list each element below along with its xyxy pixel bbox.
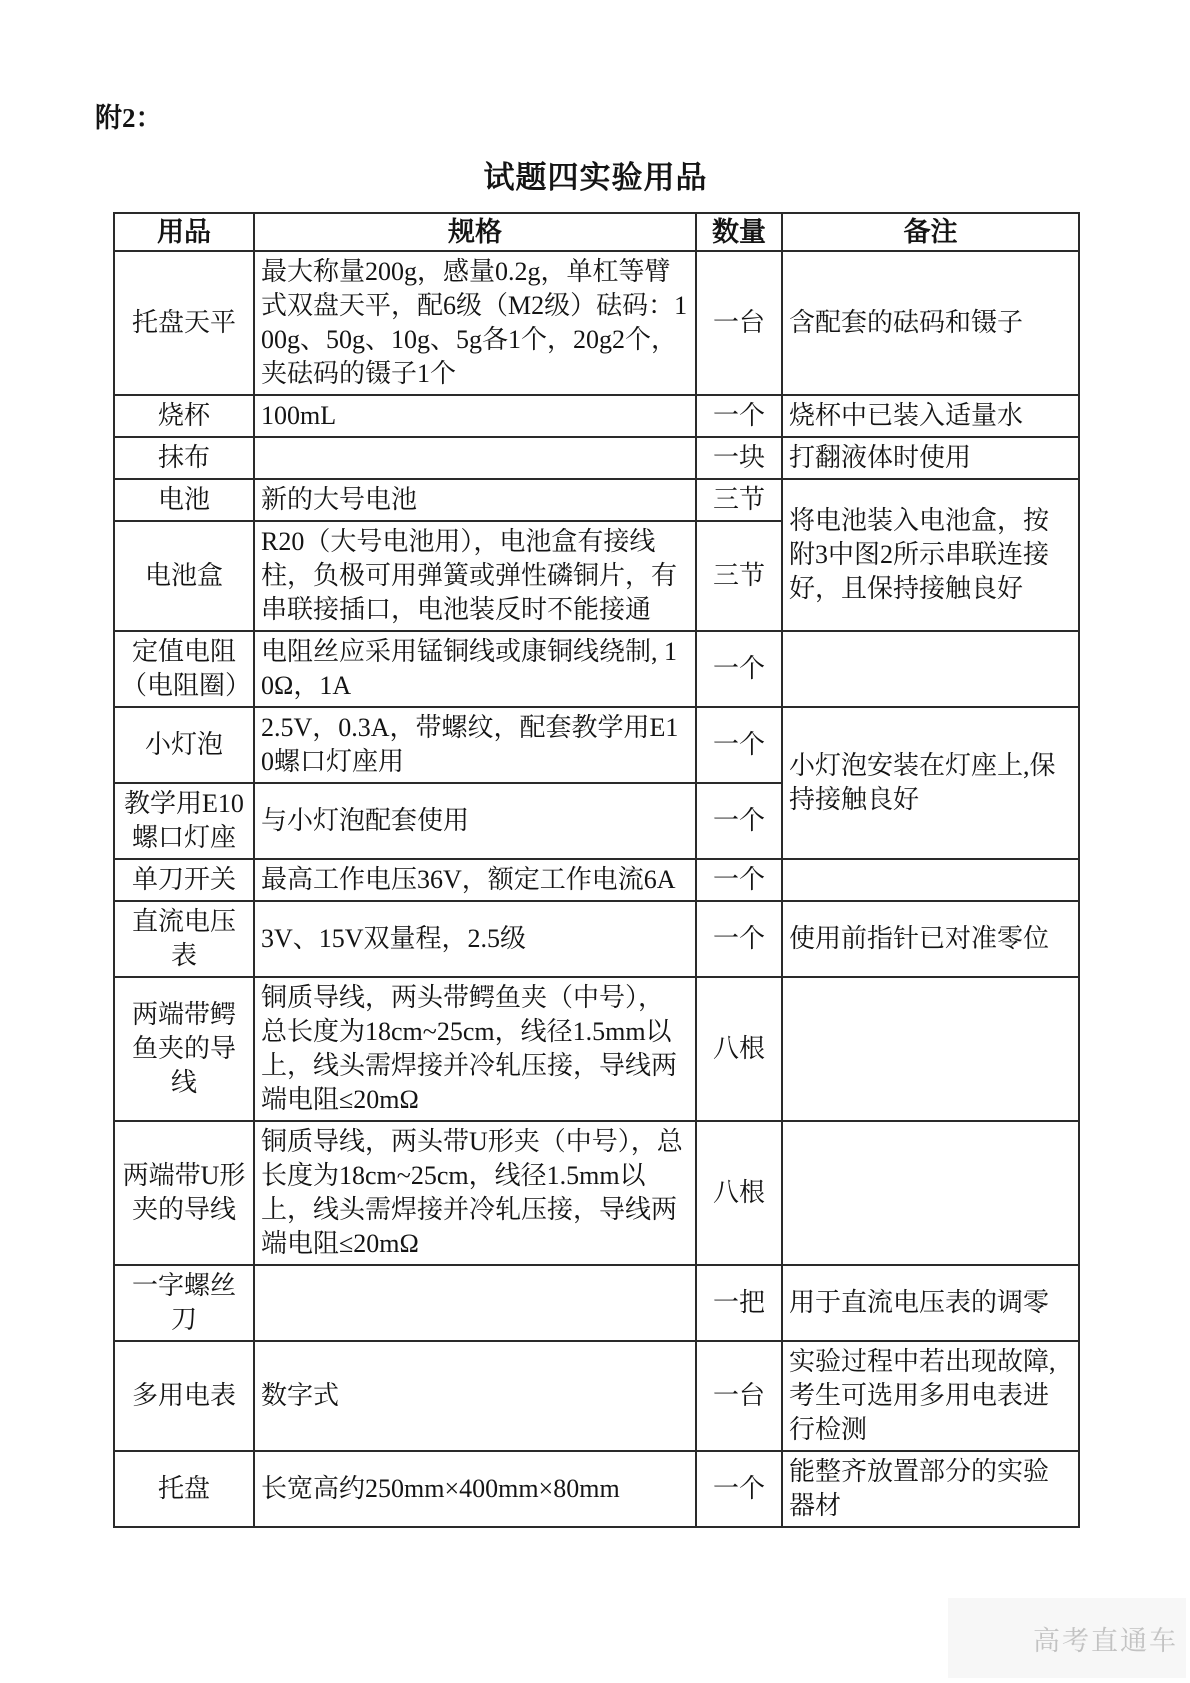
column-header-note: 备注 bbox=[782, 213, 1079, 251]
cell-qty: 三节 bbox=[696, 479, 782, 521]
cell-item: 两端带U形夹的导线 bbox=[114, 1121, 254, 1265]
cell-qty: 一块 bbox=[696, 437, 782, 479]
supplies-table bbox=[113, 212, 1080, 1528]
column-header-item: 用品 bbox=[114, 213, 254, 251]
cell-item: 抹布 bbox=[114, 437, 254, 479]
cell-spec: 电阻丝应采用锰铜线或康铜线绕制, 10Ω，1A bbox=[254, 631, 696, 707]
cell-item: 托盘 bbox=[114, 1451, 254, 1527]
table-row bbox=[114, 631, 1079, 707]
cell-qty: 八根 bbox=[696, 977, 782, 1121]
cell-item: 定值电阻（电阻圈） bbox=[114, 631, 254, 707]
cell-qty: 一把 bbox=[696, 1265, 782, 1341]
cell-qty: 一个 bbox=[696, 631, 782, 707]
column-header-spec: 规格 bbox=[254, 213, 696, 251]
cell-item: 烧杯 bbox=[114, 395, 254, 437]
cell-spec: 长宽高约250mm×400mm×80mm bbox=[254, 1451, 696, 1527]
cell-qty: 三节 bbox=[696, 521, 782, 631]
cell-note: 烧杯中已装入适量水 bbox=[782, 395, 1079, 437]
cell-qty: 一台 bbox=[696, 251, 782, 395]
table-row bbox=[114, 437, 1079, 479]
table-row bbox=[114, 479, 1079, 521]
watermark: 高考直通车 bbox=[1033, 1625, 1178, 1656]
cell-note: 将电池装入电池盒，按附3中图2所示串联连接好，且保持接触良好 bbox=[782, 479, 1079, 631]
table-row bbox=[114, 1341, 1079, 1451]
cell-note: 打翻液体时使用 bbox=[782, 437, 1079, 479]
cell-item: 电池盒 bbox=[114, 521, 254, 631]
cell-qty: 一个 bbox=[696, 783, 782, 859]
cell-note bbox=[782, 977, 1079, 1121]
cell-spec bbox=[254, 437, 696, 479]
cell-item: 直流电压表 bbox=[114, 901, 254, 977]
cell-note: 用于直流电压表的调零 bbox=[782, 1265, 1079, 1341]
cell-spec: 最大称量200g，感量0.2g，单杠等臂式双盘天平，配6级（M2级）砝码：100g、50g、10g、5g各1个，20g2个，夹砝码的镊子1个 bbox=[254, 251, 696, 395]
table-row bbox=[114, 1451, 1079, 1527]
cell-spec: 2.5V，0.3A，带螺纹，配套教学用E10螺口灯座用 bbox=[254, 707, 696, 783]
cell-note: 小灯泡安装在灯座上,保持接触良好 bbox=[782, 707, 1079, 859]
cell-spec bbox=[254, 1265, 696, 1341]
cell-spec: 铜质导线，两头带U形夹（中号），总长度为18cm~25cm，线径1.5mm以上，线头需焊接并冷轧压接，导线两端电阻≤20mΩ bbox=[254, 1121, 696, 1265]
table-header-row bbox=[114, 213, 1079, 251]
table-row bbox=[114, 1265, 1079, 1341]
cell-spec: 数字式 bbox=[254, 1341, 696, 1451]
cell-qty: 八根 bbox=[696, 1121, 782, 1265]
watermark-box bbox=[948, 1598, 1186, 1678]
column-header-qty: 数量 bbox=[696, 213, 782, 251]
table-row bbox=[114, 395, 1079, 437]
table-row bbox=[114, 977, 1079, 1121]
cell-qty: 一个 bbox=[696, 707, 782, 783]
cell-spec: R20（大号电池用），电池盒有接线柱，负极可用弹簧或弹性磷铜片，有串联接插口，电池装反时不能接通 bbox=[254, 521, 696, 631]
table-row bbox=[114, 251, 1079, 395]
cell-qty: 一个 bbox=[696, 1451, 782, 1527]
cell-qty: 一台 bbox=[696, 1341, 782, 1451]
cell-note: 含配套的砝码和镊子 bbox=[782, 251, 1079, 395]
cell-item: 多用电表 bbox=[114, 1341, 254, 1451]
table-row bbox=[114, 707, 1079, 783]
cell-item: 电池 bbox=[114, 479, 254, 521]
cell-spec: 3V、15V双量程，2.5级 bbox=[254, 901, 696, 977]
cell-note bbox=[782, 1121, 1079, 1265]
table-row bbox=[114, 901, 1079, 977]
cell-qty: 一个 bbox=[696, 901, 782, 977]
cell-spec: 100mL bbox=[254, 395, 696, 437]
cell-spec: 新的大号电池 bbox=[254, 479, 696, 521]
cell-note: 使用前指针已对准零位 bbox=[782, 901, 1079, 977]
cell-note: 实验过程中若出现故障,考生可选用多用电表进行检测 bbox=[782, 1341, 1079, 1451]
cell-item: 两端带鳄鱼夹的导线 bbox=[114, 977, 254, 1121]
cell-spec: 与小灯泡配套使用 bbox=[254, 783, 696, 859]
cell-item: 一字螺丝刀 bbox=[114, 1265, 254, 1341]
cell-spec: 铜质导线，两头带鳄鱼夹（中号），总长度为18cm~25cm，线径1.5mm以上，线头需焊接并冷轧压接，导线两端电阻≤20mΩ bbox=[254, 977, 696, 1121]
cell-item: 教学用E10螺口灯座 bbox=[114, 783, 254, 859]
appendix-label: 附2： bbox=[95, 103, 163, 133]
cell-item: 小灯泡 bbox=[114, 707, 254, 783]
cell-qty: 一个 bbox=[696, 395, 782, 437]
table-row bbox=[114, 1121, 1079, 1265]
cell-item: 托盘天平 bbox=[114, 251, 254, 395]
cell-note: 能整齐放置部分的实验器材 bbox=[782, 1451, 1079, 1527]
cell-note bbox=[782, 859, 1079, 901]
table-row bbox=[114, 859, 1079, 901]
cell-qty: 一个 bbox=[696, 859, 782, 901]
cell-note bbox=[782, 631, 1079, 707]
page-title: 试题四实验用品 bbox=[483, 160, 708, 195]
cell-spec: 最高工作电压36V，额定工作电流6A bbox=[254, 859, 696, 901]
cell-item: 单刀开关 bbox=[114, 859, 254, 901]
